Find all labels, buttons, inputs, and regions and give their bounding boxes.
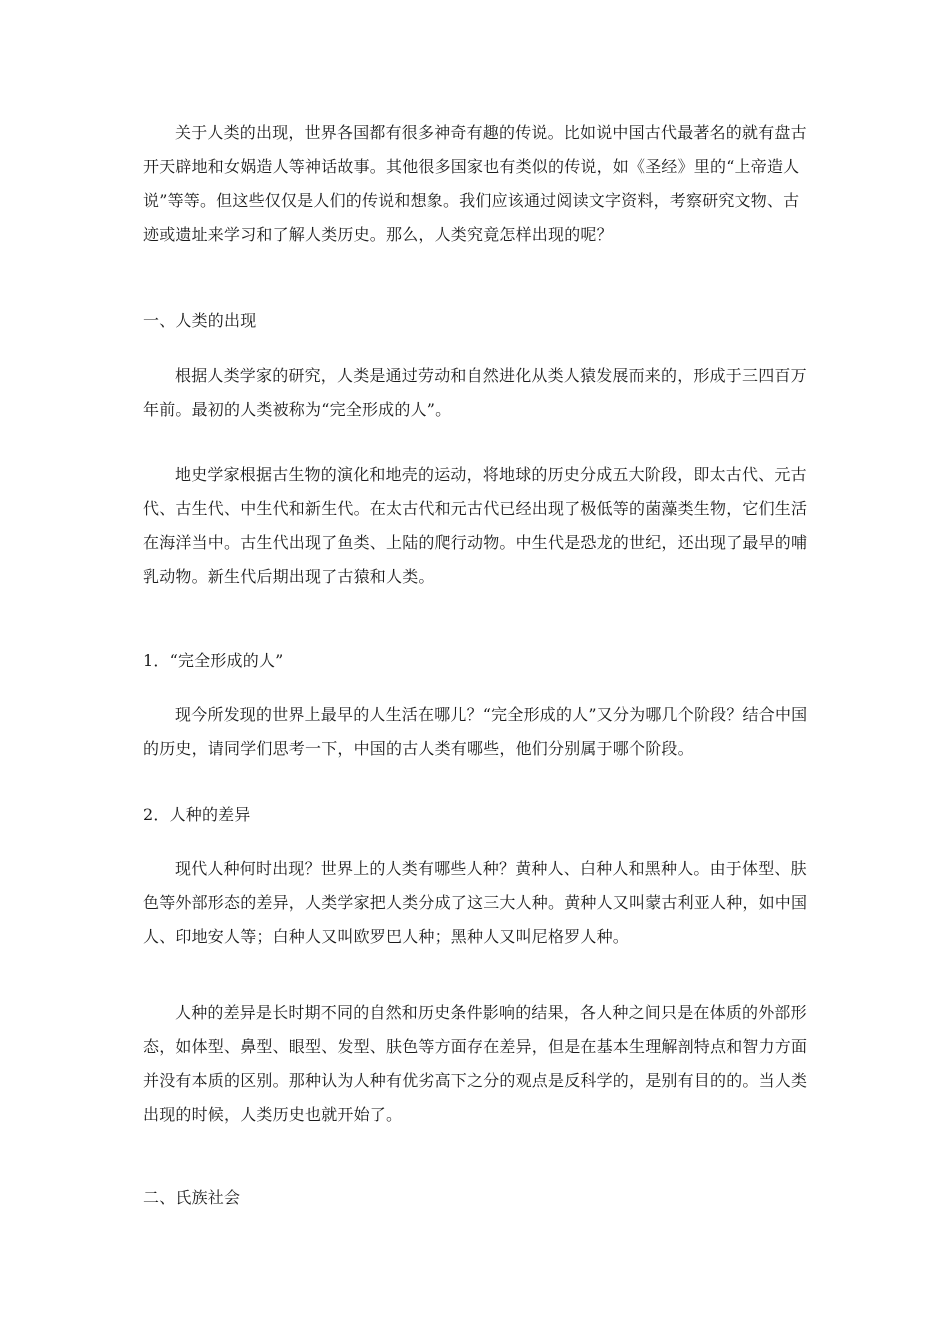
paragraph-three-races: 现代人种何时出现？世界上的人类有哪些人种？黄种人、白种人和黑种人。由于体型、肤色等外部形态的差异，人类学家把人类分成了这三大人种。黄种人又叫蒙古利亚人种，如中国人、印地安人等；白种人又叫欧罗巴人种；黑种人又叫尼格罗人种。 xyxy=(143,859,808,946)
subheading-fully-formed-human: 1．“完全形成的人” xyxy=(143,651,284,670)
section-heading-clan-society: 二、氏族社会 xyxy=(143,1188,241,1207)
paragraph-race-differences-cause: 人种的差异是长时期不同的自然和历史条件影响的结果，各人种之间只是在体质的外部形态，如体型、鼻型、眼型、发型、肤色等方面存在差异，但是在基本生理解剖特点和智力方面并没有本质的区别。那种认为人种有优劣高下之分的观点是反科学的，是别有目的的。当人类出现的时候，人类历史也就开始了。 xyxy=(143,1003,808,1124)
paragraph-anthropology-research: 根据人类学家的研究，人类是通过劳动和自然进化从类人猿发展而来的，形成于三四百万年前。最初的人类被称为“完全形成的人”。 xyxy=(143,366,807,419)
intro-paragraph: 关于人类的出现，世界各国都有很多神奇有趣的传说。比如说中国古代最著名的就有盘古开天辟地和女娲造人等神话故事。其他很多国家也有类似的传说，如《圣经》里的“上帝造人说”等等。但这些仅仅是人们的传说和想象。我们应该通过阅读文字资料，考察研究文物、古迹或遗址来学习和了解人类历史。那么，人类究竟怎样出现的呢？ xyxy=(143,123,807,244)
paragraph-geological-eras: 地史学家根据古生物的演化和地壳的运动，将地球的历史分成五大阶段，即太古代、元古代、古生代、中生代和新生代。在太古代和元古代已经出现了极低等的菌藻类生物，它们生活在海洋当中。古生代出现了鱼类、上陆的爬行动物。中生代是恐龙的世纪，还出现了最早的哺乳动物。新生代后期出现了古猿和人类。 xyxy=(143,465,808,586)
section-heading-human-origin: 一、人类的出现 xyxy=(143,311,257,330)
subheading-race-differences: 2．人种的差异 xyxy=(143,805,251,824)
paragraph-earliest-humans-question: 现今所发现的世界上最早的人生活在哪儿？“完全形成的人”又分为哪几个阶段？结合中国的历史，请同学们思考一下，中国的古人类有哪些，他们分别属于哪个阶段。 xyxy=(143,705,808,758)
